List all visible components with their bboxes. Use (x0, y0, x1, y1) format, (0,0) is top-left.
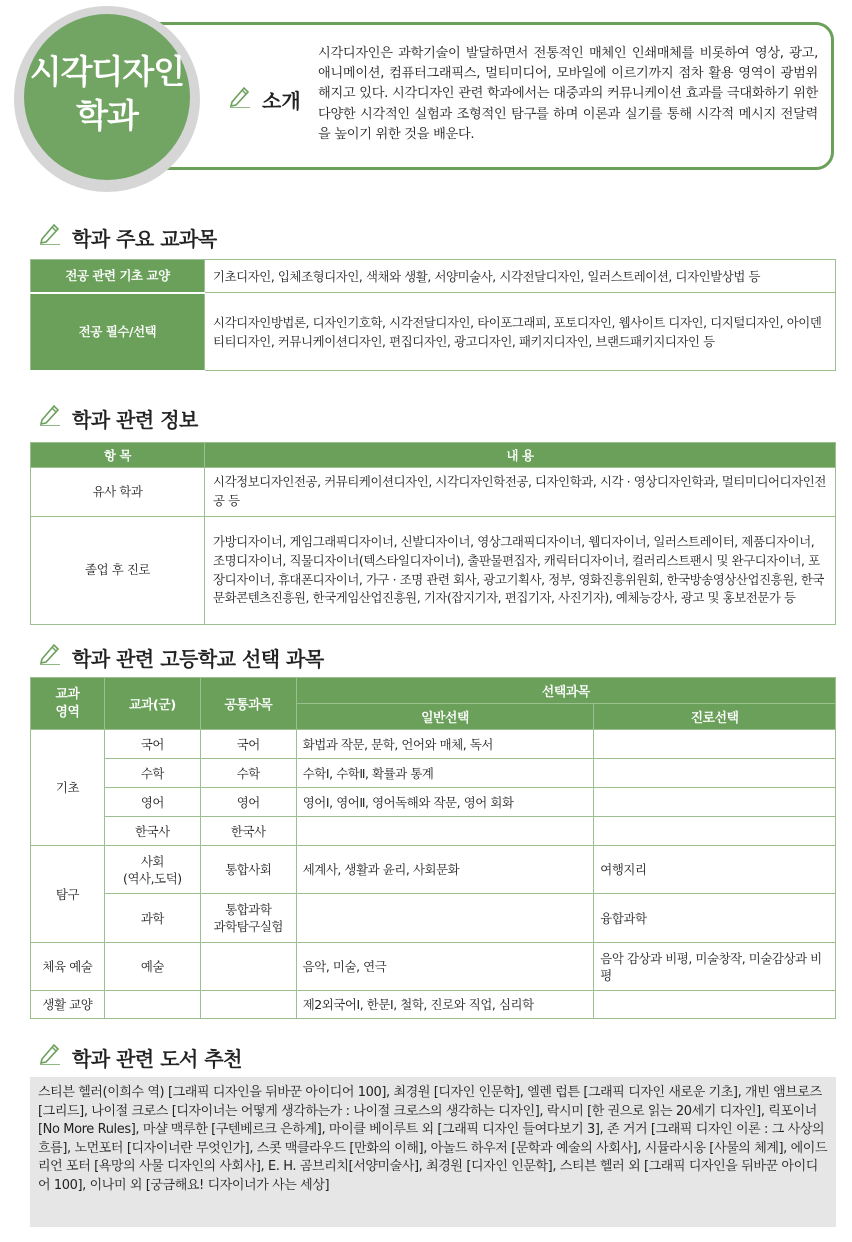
general-cell: 음악, 미술, 연극 (296, 943, 594, 991)
row-value: 가방디자이너, 게임그래픽디자이너, 신발디자이너, 영상그래픽디자이너, 웹디자이너, 일러스트레이터, 제품디자이너, 조명디자이너, 직물디자이너(텍스타일디자이너), 출판물편집자, 캐릭터디자이너, 컬러리스트팬시 및 완구디자이너, 포장디자이너, 휴대폰디자이너, 가구 · 조명 관련 회사, 광고기획사, 정부, 영화진흥위원회, 한국방송영상산업진흥원, 한국문화콘텐츠진흥원, 한국게임산업진흥원, 기자(잡지기자, 편집기자, 사진기자), 예체능강사, 광고 및 홍보전문가 등 (205, 517, 836, 625)
subjects-table (30, 677, 836, 1019)
career-cell (594, 730, 836, 759)
pencil-icon (228, 84, 252, 108)
common-cell: 통합과학 과학탐구실험 (200, 894, 296, 943)
table-row (31, 943, 836, 991)
row-value: 시각정보디자인전공, 커뮤티케이션디자인, 시각디자인학전공, 디자인학과, 시각 · 영상디자인학과, 멀티미디어디자인전공 등 (205, 468, 836, 517)
group-cell: 국어 (104, 730, 200, 759)
table-header-row (31, 443, 836, 468)
general-cell: 화법과 작문, 문학, 언어와 매체, 독서 (296, 730, 594, 759)
table-row (31, 468, 836, 517)
intro-text: 시각디자인은 과학기술이 발달하면서 전통적인 매체인 인쇄매체를 비롯하여 영상, 광고, 애니메이션, 컴퓨터그래픽스, 멀티미디어, 모바일에 이르기까지 점차 활용 영역이 광범위해지고 있다. 시각디자인 관련 학과에서는 대중과의 커뮤니케이션 효과를 극대화하기 위한 다양한 시각적인 실험과 조형적인 탐구를 하며 이론과 실기를 통해 시각적 메시지 전달력을 높이기 위한 것을 배운다. (318, 46, 818, 142)
common-cell (200, 991, 296, 1019)
general-cell: 제2외국어Ⅰ, 한문Ⅰ, 철학, 진로와 직업, 심리학 (296, 991, 594, 1019)
courses-table (30, 259, 836, 372)
intro-label: 소개 (262, 89, 301, 113)
table-row (31, 788, 836, 817)
pencil-icon (38, 402, 62, 426)
general-cell: 영어Ⅰ, 영어Ⅱ, 영어독해와 작문, 영어 회화 (296, 788, 594, 817)
general-cell (296, 817, 594, 846)
common-cell (200, 943, 296, 991)
group-cell (104, 991, 200, 1019)
pencil-icon (38, 221, 62, 245)
row-value: 시각디자인방법론, 디자인기호학, 시각전달디자인, 타이포그래피, 포토디자인, 웹사이트 디자인, 디지털디자인, 아이덴티티디자인, 커뮤니케이션디자인, 편집디자인, 광고디자인, 패키지디자인, 브랜드패키지디자인 등 (205, 293, 836, 371)
pencil-icon (38, 641, 62, 665)
career-cell: 여행지리 (594, 846, 836, 894)
career-cell: 융합과학 (594, 894, 836, 943)
career-cell (594, 759, 836, 788)
career-cell: 음악 감상과 비평, 미술창작, 미술감상과 비평 (594, 943, 836, 991)
header-item: 항 목 (31, 443, 205, 468)
header-content: 내 용 (205, 443, 836, 468)
pencil-icon (38, 1041, 62, 1065)
header-elective: 선택과목 (296, 678, 835, 704)
row-value: 기초디자인, 입체조형디자인, 색채와 생활, 서양미술사, 시각전달디자인, 일러스트레이션, 디자인발상법 등 (205, 260, 836, 293)
department-title (24, 50, 190, 138)
row-label: 졸업 후 진로 (31, 517, 205, 625)
general-cell (296, 894, 594, 943)
books-list: 스티븐 헬러(이희수 역) [그래픽 디자인을 뒤바꾼 아이디어 100], 최경원 [디자인 인문학], 엘렌 럽튼 [그래픽 디자인 새로운 기초], 개빈 앰브로즈 [그리드], 나이절 크로스 [디자이너는 어떻게 생각하는가 : 나이절 크로스의 생각하는 디자인], 락시미 [한 권으로 읽는 20세기 디자인], 릭포이너 [No More Rules], 마샬 맥루한 [구텐베르크 은하계], 마이클 베이루트 외 [그래픽 디자인 들여다보기 3], 존 거거 [그래픽 디자인 이론 : 그 사상의 흐름], 노먼포터 [디자이너란 무엇인가], 스콧 맥클라우드 [만화의 이해], 아놀드 하우저 [문학과 예술의 사회사], 시뮬라시옹 [사물의 체계], 에이드리언 포터 [욕망의 사물 디자인의 사회사], E. H. 곰브리치[서양미술사], 최경원 [디자인 인문학], 스티븐 헬러 외 [그래픽 디자인을 뒤바꾼 아이디어 100], 이나미 외 [궁금해요! 디자이너가 사는 세상] (30, 1077, 836, 1227)
table-row (31, 730, 836, 759)
header-general: 일반선택 (296, 704, 594, 730)
section-title-courses: 학과 주요 교과목 (72, 227, 217, 251)
common-cell: 국어 (200, 730, 296, 759)
group-cell: 과학 (104, 894, 200, 943)
career-cell (594, 788, 836, 817)
section-title-info: 학과 관련 정보 (72, 408, 198, 432)
area-cell: 체육 예술 (31, 943, 105, 991)
common-cell: 한국사 (200, 817, 296, 846)
table-row (31, 293, 836, 371)
group-cell: 한국사 (104, 817, 200, 846)
common-cell: 수학 (200, 759, 296, 788)
group-cell: 수학 (104, 759, 200, 788)
header-group: 교과(군) (104, 678, 200, 730)
table-header-row (31, 678, 836, 704)
table-row (31, 759, 836, 788)
general-cell: 세계사, 생활과 윤리, 사회문화 (296, 846, 594, 894)
common-cell: 영어 (200, 788, 296, 817)
row-label: 전공 관련 기초 교양 (31, 260, 205, 293)
header-area: 교과 영역 (31, 678, 105, 730)
career-cell (594, 817, 836, 846)
table-row (31, 991, 836, 1019)
header-career: 진로선택 (594, 704, 836, 730)
row-label: 유사 학과 (31, 468, 205, 517)
area-cell: 탐구 (31, 846, 105, 943)
group-cell: 예술 (104, 943, 200, 991)
group-cell: 사회 (역사,도덕) (104, 846, 200, 894)
header-common: 공통과목 (200, 678, 296, 730)
area-cell: 기초 (31, 730, 105, 846)
row-label: 전공 필수/선택 (31, 293, 205, 371)
department-title-line1: 시각디자인 (29, 52, 185, 91)
general-cell: 수학Ⅰ, 수학Ⅱ, 확률과 통계 (296, 759, 594, 788)
section-title-subjects: 학과 관련 고등학교 선택 과목 (72, 647, 324, 671)
table-row (31, 846, 836, 894)
career-cell (594, 991, 836, 1019)
table-row (31, 894, 836, 943)
table-row (31, 517, 836, 625)
section-title-books: 학과 관련 도서 추천 (72, 1047, 242, 1071)
table-row (31, 260, 836, 293)
common-cell: 통합사회 (200, 846, 296, 894)
department-title-line2: 학과 (76, 96, 138, 135)
group-cell: 영어 (104, 788, 200, 817)
table-row (31, 817, 836, 846)
area-cell: 생활 교양 (31, 991, 105, 1019)
info-table (30, 442, 836, 625)
